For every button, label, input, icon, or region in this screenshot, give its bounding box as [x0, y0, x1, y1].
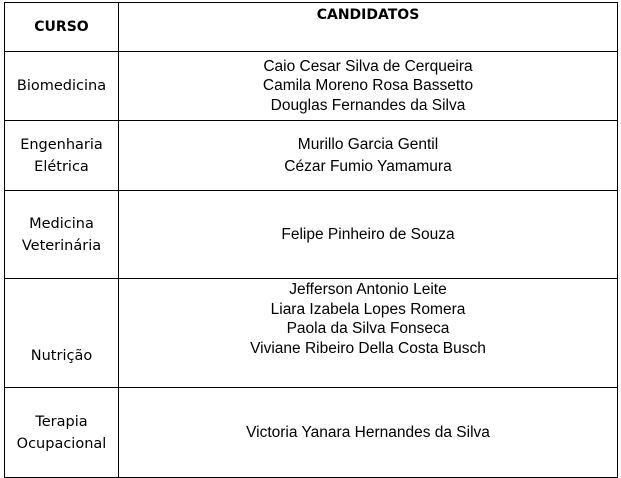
table-row — [5, 121, 618, 191]
course-cell — [5, 191, 119, 279]
candidate-name: Viviane Ribeiro Della Costa Busch — [250, 339, 486, 357]
header-curso: CURSO — [5, 3, 119, 52]
course-cell — [5, 52, 119, 121]
candidate-name: Liara Izabela Lopes Romera — [270, 300, 466, 318]
table-row — [5, 191, 618, 279]
candidates-cell — [119, 52, 618, 121]
candidate-name: Felipe Pinheiro de Souza — [281, 225, 455, 243]
header-candidatos: CANDIDATOS — [119, 3, 618, 52]
table-row — [5, 279, 618, 388]
candidates-table — [4, 2, 618, 478]
candidate-name: Camila Moreno Rosa Bassetto — [262, 77, 474, 95]
candidates-cell — [119, 191, 618, 279]
candidate-name: Douglas Fernandes da Silva — [270, 96, 466, 114]
candidate-name: Paola da Silva Fonseca — [286, 320, 450, 337]
candidates-cell — [119, 388, 618, 478]
course-name: Ocupacional — [16, 435, 107, 452]
course-name: Biomedicina — [16, 78, 107, 94]
course-name: Terapia — [35, 413, 88, 430]
table-row — [5, 388, 618, 478]
candidate-name: Cézar Fumio Yamamura — [284, 157, 452, 175]
candidates-cell — [119, 121, 618, 191]
course-name: Elétrica — [34, 158, 89, 175]
course-name: Medicina — [29, 215, 94, 232]
candidate-name: Victoria Yanara Hernandes da Silva — [246, 423, 490, 441]
course-name: Veterinária — [21, 237, 102, 254]
header-row — [5, 3, 618, 52]
course-name: Nutrição — [30, 348, 93, 364]
course-cell — [5, 388, 119, 478]
course-name: Engenharia — [20, 136, 103, 153]
table-row — [5, 52, 618, 121]
course-cell — [5, 279, 119, 388]
candidates-cell — [119, 279, 618, 388]
candidate-name: Murillo Garcia Gentil — [297, 135, 439, 153]
candidate-name: Caio Cesar Silva de Cerqueira — [263, 57, 473, 75]
candidate-name: Jefferson Antonio Leite — [289, 281, 447, 298]
course-cell — [5, 121, 119, 191]
